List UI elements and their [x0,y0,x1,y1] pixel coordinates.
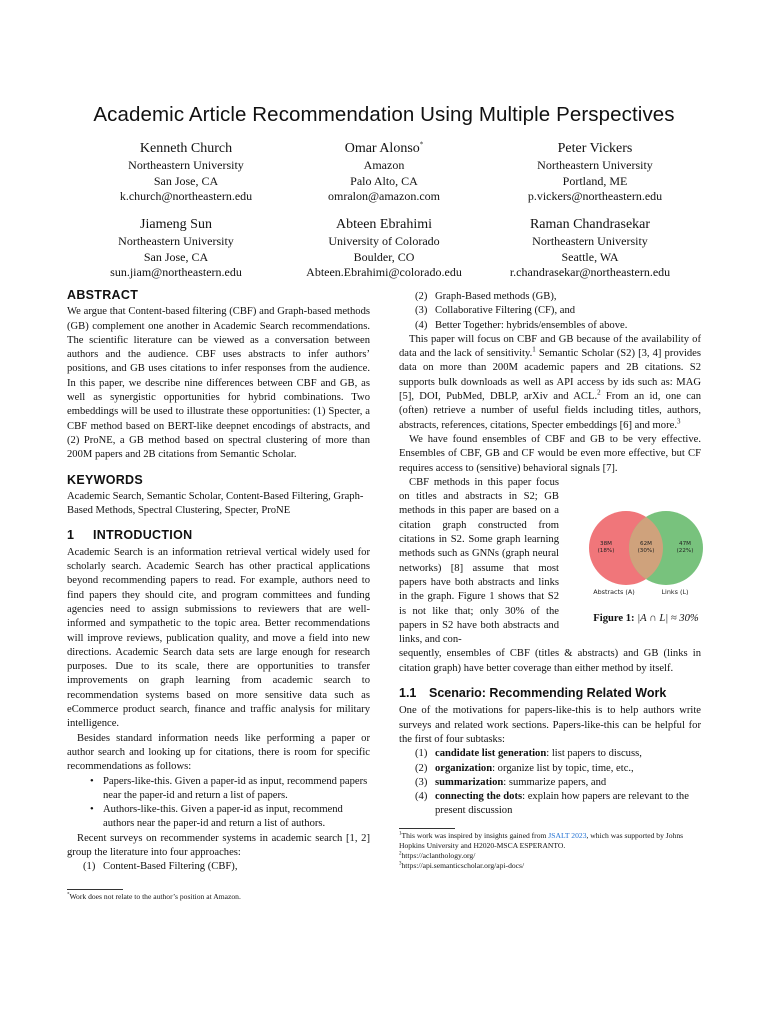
intro-paragraph: Recent surveys on recommender systems in academic search [1, 2] group the literature into four approaches: [67,832,370,858]
author-affiliation: Northeastern University [537,158,653,172]
author-name: Abteen Ebrahimi [335,217,433,232]
author-email: omralon@amazon.com [327,189,440,203]
list-text: Better Together: hybrids/ensembles of above. [435,319,628,331]
list-number: (4) [415,319,428,331]
author-location: San Jose, CA [153,173,219,188]
list-number: (2) [415,291,428,302]
author-email: Abteen.Ebrahimi@colorado.edu [306,265,462,279]
author-email: k.church@northeastern.edu [119,189,253,203]
links-label: Links (L) [661,588,689,596]
footnote-text: Work does not relate to the author’s position at Amazon. [69,892,241,901]
author-block [470,140,720,205]
footnote-text: , which was supported by Johns Hopkins University and H2020-MSCA ESPERANTO. [399,831,684,850]
footnote-mark: 1 [399,831,402,837]
author-name: Peter Vickers [557,141,633,156]
footnote [399,861,701,871]
footnote-mark: 3 [399,861,402,867]
author-block [465,216,715,281]
links-only-pct: (22%) [676,548,694,554]
footnotes [399,828,701,871]
list-term: candidate list generation [435,748,547,760]
author-location: Portland, ME [562,173,628,188]
footnote-url: https://api.semanticscholar.org/api-docs/ [401,861,525,870]
author-footnote-mark: * [419,140,424,149]
footnote-mark: * [67,892,70,898]
list-item: • Authors-like-this. Given a paper-id as input, recommend authors near the paper-id and return a list of authors. [67,803,370,832]
footnote-rule [399,828,455,829]
figure-caption [584,613,708,624]
list-item [399,290,701,304]
list-number: (4) [415,791,428,803]
list-item: • Papers-like-this. Given a paper-id as input, recommend papers near the paper-id and return a list of papers. [67,775,370,804]
footnote-url: https://aclanthology.org/ [401,851,476,860]
list-item [399,747,701,761]
author-name: Raman Chandrasekar [529,217,651,232]
author-name: Kenneth Church [139,141,233,156]
venn-diagram [584,502,708,612]
intro-heading [67,528,370,542]
list-number: (3) [415,305,428,317]
list-item [399,319,701,333]
list-item [67,860,370,874]
abstract-heading: ABSTRACT [67,288,139,302]
list-number: (1) [83,861,96,873]
figure-caption-text: |A ∩ L| ≈ 30% [637,613,699,624]
keywords-heading: KEYWORDS [67,472,144,487]
footnote [399,831,701,851]
list-text: : list papers to discuss, [546,748,642,760]
author-name: Omar Alonso [344,141,420,156]
author-affiliation: Northeastern University [128,158,244,172]
footnote-mark: 3 [676,417,681,426]
body-paragraph: sequently, ensembles of CBF (titles & abstracts) and GB (links in citation graph) have better coverage than either method by itself. [399,648,701,674]
author-location: Palo Alto, CA [350,173,418,188]
subsection-number: 1.1 [399,686,417,701]
approaches-list-continued [399,290,701,333]
author-affiliation: Amazon [363,158,405,172]
paragraph-text: From an id, one can (often) retrieve a number of useful fields including titles, authors, abstracts, references, citations, Specter embeddings [6] and more. [399,391,701,431]
list-text: : organize list by topic, time, etc., [492,762,634,774]
author-affiliation: University of Colorado [328,234,440,248]
footnote [399,851,701,861]
jsalt-link[interactable]: JSALT 2023 [548,831,587,840]
abstracts-only-value: 38M [600,541,612,547]
list-number: (2) [415,762,428,774]
abstract-text: We argue that Content-based filtering (CBF) and Graph-based methods (GB) complement one another in Academic Search recommendations. The scientific literature can be viewed as a conversation between authors and the audience. CBF uses abstracts to infer authors’ positions, and GB uses citations to infer responses from the audience. In this paper, we describe nine differences between CBF and GB, as well as synergistic opportunities for hybrid combinations. Two embeddings will be used to illustrate these opportunities: (1) Specter, a CBF method based on BERT-like deepnet encodings of abstracts, and (2) ProNE, a GB method based on spectral clustering of more than 200M papers and 2B citations from Semantic Scholar. [67,306,370,461]
keywords-text: Academic Search, Semantic Scholar, Content-Based Filtering, Graph-Based Methods, Spectral Clustering, Specter, ProNE [67,490,364,517]
author-footnote [67,889,370,902]
list-term: summarization [435,776,504,788]
body-paragraph [399,333,701,433]
list-term: organization [435,762,493,774]
author-email: sun.jiam@northeastern.edu [110,265,242,279]
author-email: r.chandrasekar@northeastern.edu [509,265,671,279]
list-item [399,790,701,819]
list-text: : explain how papers are relevant to the present discussion [435,791,689,817]
abstracts-label: Abstracts (A) [593,588,635,596]
subsection-title: Scenario: Recommending Related Work [429,686,667,701]
body-paragraph-wrapped: CBF methods in this paper focus on titles and abstracts in S2; GB methods in this paper are based on a citation graph constructed from citations in S2. Some graph learning methods such as GNNs (graph neural networks) [8] assume that most papers have both abstracts and links in the graph. Figure 1 shows that S2 is not like that; only 30% of the papers in S2 have both abstracts and links, and con- [399,476,559,646]
footnote-mark: 2 [399,851,402,857]
list-item [399,762,701,776]
list-item [399,304,701,318]
footnote-mark: 2 [597,388,601,397]
overlap-pct: (30%) [637,548,655,554]
author-location: San Jose, CA [143,249,209,264]
venn-figure [584,502,708,622]
body-paragraph: We have found ensembles of CBF and GB to be very effective. Ensembles of CBF, GB and CF would be even more effective, but CF requires access to (sensitive) behavioral signals [7]. [399,433,701,474]
left-column [67,288,370,875]
approaches-list [67,860,370,874]
footnote-text: This work was inspired by insights gained from [401,831,549,840]
paper-title: Academic Article Recommendation Using Multiple Perspectives [93,103,675,126]
list-text: Content-Based Filtering (CBF), [103,861,238,873]
section-title: INTRODUCTION [93,528,193,543]
footnote-mark: 1 [532,345,536,354]
list-item [399,776,701,790]
paragraph-text: Semantic Scholar (S2) [3, 4] provides data on more than 200M academic papers and 2B citations. S2 supports bulk downloads as well as API access by ids such as: MAG [5], DOI, PubMed, DBLP, arXiv and ACL. [399,348,702,403]
author-location: Boulder, CO [353,249,415,264]
author-affiliation: Northeastern University [532,234,648,248]
author-name: Jiameng Sun [140,217,212,232]
figure-caption-label: Figure 1: [593,613,635,624]
list-text: : summarize papers, and [503,776,607,788]
author-location: Seattle, WA [561,249,619,264]
intro-paragraph: Besides standard information needs like performing a paper or author search and looking up for citations, there is room for specific recommendations as follows: [67,732,370,773]
subtask-list [399,747,701,818]
recommendation-list [67,775,370,832]
list-number: (1) [415,748,428,760]
author-affiliation: Northeastern University [118,234,234,248]
list-text: Collaborative Filtering (CF), and [435,305,576,317]
body-paragraph: One of the motivations for papers-like-this is to help authors write surveys and related work sections. Papers-like-this can be helpful for the first of four subtasks: [399,705,701,745]
overlap-value: 62M [640,541,652,547]
paragraph-text: This paper will focus on CBF and GB because of the availability of data and the lack of sensitivity. [399,333,701,360]
abstracts-only-pct: (18%) [597,548,615,554]
author-email: p.vickers@northeastern.edu [527,189,663,203]
footnote-rule [67,889,123,890]
section-number: 1 [67,528,75,543]
list-number: (3) [415,776,428,788]
list-text: Graph-Based methods (GB), [435,291,557,302]
links-only-value: 47M [679,541,691,547]
intro-paragraph: Academic Search is an information retrieval vertical widely used for scholarly search. Academic Search has other practical applications beyond recommending papers to read. For example, authors need to find papers they should cite, and program committees and funding agencies need to assign submissions to reviewers that are well-informed and sympathetic to the topic area. Better recommendations will improve reviews, publication quality, and move a field into new directions. Academic Search data sets are large enough for research purposes. Due to its scale, there are opportunities to transfer improvements on graph learning from academic search to recommendation systems based on more sensitive data such as eCommerce product search, finance and traffic analysis for military intelligence. [67,546,370,730]
list-term: connecting the dots [435,791,523,803]
subsection-heading [399,686,701,700]
